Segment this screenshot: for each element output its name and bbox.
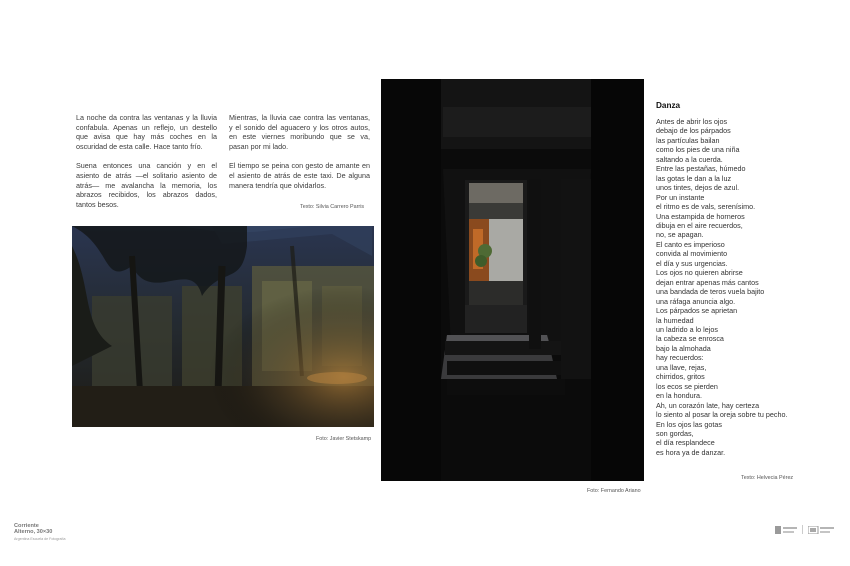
poem-line: Los ojos no quieren abrirse	[656, 268, 743, 278]
poem-line: es hora ya de danzar.	[656, 447, 726, 457]
text-column-2	[229, 113, 370, 200]
poem-line: las partículas bailan	[656, 135, 720, 145]
logo-divider	[802, 525, 803, 534]
night-trees-image	[72, 226, 374, 427]
poem-line: Los párpados se aprietan	[656, 306, 738, 316]
footer-publication	[14, 523, 66, 542]
poem-line: el día resplandece	[656, 438, 715, 448]
poem-line: chirridos, gritos	[656, 372, 705, 382]
poem-line: dejan entrar apenas más cantos	[656, 277, 759, 287]
poem-line: lo siento al posar la oreja sobre tu pecho.	[656, 410, 788, 420]
poem-line: hay recuerdos:	[656, 353, 704, 363]
poem-line: el ritmo es de vals, serenísimo.	[656, 202, 756, 212]
poem-line: convida al movimiento	[656, 249, 728, 259]
poem-line: un ladrido a lo lejos	[656, 324, 718, 334]
text-column-1	[76, 113, 217, 219]
poem-line: Entre las pestañas, húmedo	[656, 164, 746, 174]
footer-subtitle: Alterno, 30×30	[14, 529, 53, 536]
night-trees-photo	[72, 226, 374, 427]
poem-line: Una estampida de horneros	[656, 211, 745, 221]
poem-line: saltando a la cuerda.	[656, 154, 723, 164]
paragraph: El tiempo se peina con gesto de amante en el asiento de atrás de este taxi. De alguna manera tendría que olvidarlos.	[229, 161, 370, 190]
poem-line: En los ojos las gotas	[656, 419, 722, 429]
poem-line: El canto es imperioso	[656, 239, 725, 249]
poem-line: los ecos se pierden	[656, 381, 718, 391]
poem-line: bajo la almohada	[656, 343, 711, 353]
paragraph: La noche da contra las ventanas y la lluvia confabula. Apenas un reflejo, un destello que avisa que hay más coches en la oscuridad de esta calle. Hace tanto frío.	[76, 113, 217, 151]
paragraph: Suena entonces una canción y en el asiento de atrás —el solitario asiento de atrás— me avalancha la memoria, los abrazos recibidos, los abrazos dados, tantos besos.	[76, 161, 217, 209]
poem-line: no, se apagan.	[656, 230, 704, 240]
poem-line: una llave, rejas,	[656, 362, 707, 372]
poem-line: una ráfaga anuncia algo.	[656, 296, 736, 306]
poem-line: como los pies de una niña	[656, 145, 740, 155]
poem-body	[656, 117, 806, 457]
poem-line: debajo de los párpados	[656, 126, 731, 136]
poem-title: Danza	[656, 101, 681, 110]
poem-line: son gordas,	[656, 428, 694, 438]
poem-line: unos tintes, dejos de azul.	[656, 183, 740, 193]
poem-line: en la hondura.	[656, 391, 702, 401]
university-logo-icon	[775, 526, 797, 534]
footer-title: Corriente	[14, 523, 39, 529]
dark-corridor-image	[381, 79, 644, 481]
poem-line: una bandada de teros vuela bajito	[656, 287, 765, 297]
photo1-credit: Foto: Javier Stetskamp	[316, 436, 372, 442]
poem-line: Ah, un corazón late, hay certeza	[656, 400, 760, 410]
footer-tagline: Argentina Escuela de Fotografía	[14, 536, 66, 541]
footer-logos	[775, 525, 834, 534]
paragraph: Mientras, la lluvia cae contra las ventanas, y el sonido del aguacero y los otros autos, en este viernes moribundo que se va, pasan por mi lado.	[229, 113, 370, 151]
poem-line: Antes de abrir los ojos	[656, 117, 728, 126]
press-logo-icon	[808, 526, 834, 534]
poem-line: dibuja en el aire recuerdos,	[656, 220, 743, 230]
poem-line: Por un instante	[656, 192, 705, 202]
poem-line: las gotas le dan a la luz	[656, 173, 732, 183]
poem-line: la cabeza se enrosca	[656, 334, 724, 344]
text-credit: Texto: Silvia Carrero Parris	[300, 204, 365, 210]
poem-credit: Texto: Helvecia Pérez	[741, 475, 794, 481]
poem-line: la humedad	[656, 315, 694, 325]
dark-corridor-photo	[381, 79, 644, 481]
photo2-credit: Foto: Fernando Ariano	[587, 488, 641, 494]
poem-line: el día y sus urgencias.	[656, 258, 728, 268]
